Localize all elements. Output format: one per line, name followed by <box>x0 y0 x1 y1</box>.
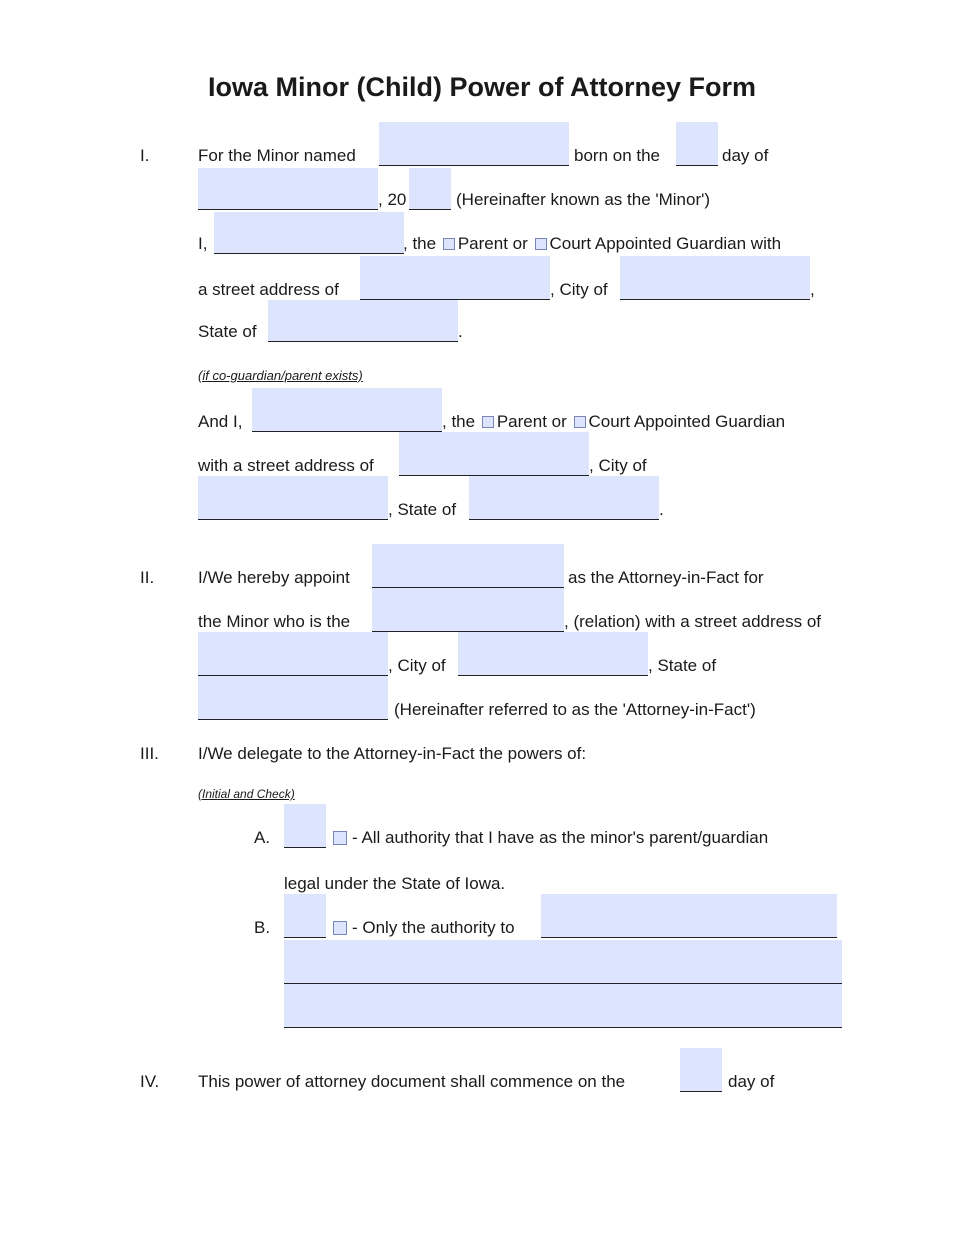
option-b-authority-field-3[interactable] <box>284 984 842 1028</box>
option-a-text: - All authority that I have as the minor's parent/guardian <box>352 828 769 847</box>
the-label-2 <box>442 412 785 432</box>
commence-day-field[interactable] <box>680 1048 722 1092</box>
city-of-label-2: , City of <box>589 456 647 475</box>
option-b-authority-field[interactable] <box>541 894 837 938</box>
parent-checkbox[interactable] <box>443 238 455 250</box>
relation-address-label: , (relation) with a street address of <box>564 612 822 631</box>
co-guardian-checkbox[interactable] <box>574 416 586 428</box>
comma-label: , <box>810 280 815 299</box>
city-of-label: , City of <box>550 280 608 299</box>
option-b-authority-field-2[interactable] <box>284 940 842 984</box>
minor-named-label: For the Minor named <box>198 146 356 165</box>
hereinafter-attorney-label: (Hereinafter referred to as the 'Attorney-in-Fact') <box>394 700 756 719</box>
option-b-initial-field[interactable] <box>284 894 326 938</box>
parent-or-text-2: Parent or <box>496 412 567 431</box>
day-of-label: day of <box>722 146 769 165</box>
minor-who-is-label: the Minor who is the <box>198 612 351 631</box>
delegate-label: I/We delegate to the Attorney-in-Fact the powers of: <box>198 744 587 763</box>
parent-city-field[interactable] <box>620 256 810 300</box>
hereinafter-minor-label: (Hereinafter known as the 'Minor') <box>456 190 711 209</box>
the-text: , the <box>403 234 437 253</box>
co-parent-checkbox[interactable] <box>482 416 494 428</box>
attorney-city-label: , City of <box>388 656 446 675</box>
co-parent-city-field[interactable] <box>198 476 388 520</box>
court-guardian-text: Court Appointed Guardian with <box>549 234 782 253</box>
hereby-appoint-label: I/We hereby appoint <box>198 568 350 587</box>
option-a-label: A. <box>254 828 271 847</box>
option-a-checkbox[interactable] <box>333 831 347 845</box>
section-number-4: IV. <box>140 1072 160 1091</box>
period-label: . <box>458 322 463 341</box>
co-guardian-note: (if co-guardian/parent exists) <box>198 368 363 383</box>
birth-year-field[interactable] <box>409 168 451 210</box>
option-b-checkbox[interactable] <box>333 921 347 935</box>
relation-field[interactable] <box>372 588 564 632</box>
commence-day-of-label: day of <box>728 1072 775 1091</box>
state-of-label: State of <box>198 322 257 341</box>
attorney-state-field[interactable] <box>198 676 388 720</box>
born-on-label: born on the <box>574 146 661 165</box>
co-parent-name-field[interactable] <box>252 388 442 432</box>
option-b-text: - Only the authority to <box>352 918 515 937</box>
option-a-text-2: legal under the State of Iowa. <box>284 874 506 893</box>
with-street-address-label: with a street address of <box>198 456 374 475</box>
initial-check-note: (Initial and Check) <box>198 787 295 801</box>
the-label <box>403 234 781 254</box>
street-address-label: a street address of <box>198 280 339 299</box>
page-title: Iowa Minor (Child) Power of Attorney Form <box>208 72 756 102</box>
option-b-label: B. <box>254 918 271 937</box>
attorney-city-field[interactable] <box>458 632 648 676</box>
parent-state-field[interactable] <box>268 300 458 342</box>
guardian-checkbox[interactable] <box>535 238 547 250</box>
state-of-label-2: , State of <box>388 500 457 519</box>
and-i-label: And I, <box>198 412 243 431</box>
co-parent-state-field[interactable] <box>469 476 659 520</box>
parent-street-field[interactable] <box>360 256 550 300</box>
co-parent-street-field[interactable] <box>399 432 589 476</box>
parent-or-text: Parent or <box>457 234 528 253</box>
i-label: I, <box>198 234 208 253</box>
period-label-2: . <box>659 500 664 519</box>
parent-name-field[interactable] <box>214 212 404 254</box>
court-guardian-text-2: Court Appointed Guardian <box>588 412 786 431</box>
attorney-name-field[interactable] <box>372 544 564 588</box>
commence-label: This power of attorney document shall commence on the <box>198 1072 626 1091</box>
year-prefix-label: , 20 <box>378 190 407 209</box>
the-text-2: , the <box>442 412 476 431</box>
section-number-3: III. <box>140 744 159 763</box>
birth-day-field[interactable] <box>676 122 718 166</box>
birth-month-field[interactable] <box>198 168 378 210</box>
as-attorney-label: as the Attorney-in-Fact for <box>568 568 764 587</box>
section-number-1: I. <box>140 146 150 165</box>
attorney-state-label: , State of <box>648 656 717 675</box>
attorney-street-field[interactable] <box>198 632 388 676</box>
section-number-2: II. <box>140 568 155 587</box>
option-a-initial-field[interactable] <box>284 804 326 848</box>
minor-name-field[interactable] <box>379 122 569 166</box>
